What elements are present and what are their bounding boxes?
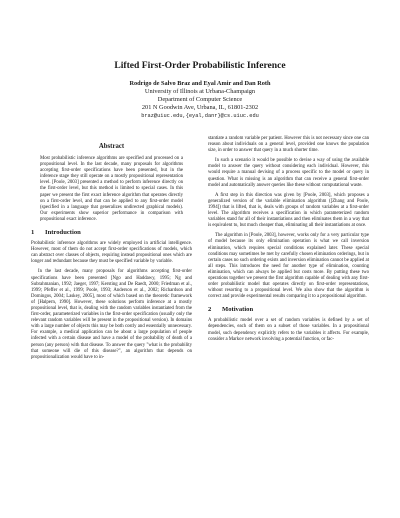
right-column [208, 136, 369, 347]
author-emails: braz@uiuc.edu,{eyal,danr}@cs.uiuc.edu [141, 113, 259, 119]
affiliation-address: 201 N Goodwin Ave, Urbana, IL, 61801-2302 [141, 104, 259, 111]
body-paragraph-4: The algorithm in [Poole, 2003], however, works only for a very particular type of model because its only elimination operation is what we call inversion elimination, which requires special conditions explained later. These special conditions may sometimes be met by carefully chosen elimination orderings, but in certain cases no such ordering exists and inversion elimination cannot be applied at all steps. This introduces the need for another type of elimination, counting elimination, which can always be applied but costs more. By putting these two operations together we present the first algorithm capable of dealing with any first-order probabilistic model that operates directly on first-order representations, without resorting to a propositional level. We also show that the algorithm is correct and provide experimental results comparing it to a propositional algorithm. [208, 233, 369, 300]
abstract-block [31, 156, 192, 223]
abstract-text: Most probabilistic inference algorithms are specified and processed on a propositional level. In the last decade, many proposals for algorithms accepting first-order specifications have been presented, but in the inference stage they still operate on a mostly propositional representation level. [Poole, 2003] presented a method to perform inference directly on the first-order level, but this method is limited to special cases. In this paper we present the first exact inference algorithm that operates directly on a first-order level, and that can be applied to any first-order model (specified in a language that generalizes undirected graphical models). Our experiments show superior performance in comparison with propositional exact inference. [40, 156, 183, 222]
section-heading-motivation [208, 306, 369, 314]
intro-paragraph-1: Probabilistic inference algorithms are widely employed in artificial intelligence. However, most of them do not accept first-order specifications of models, which can abstract over classes of objects, requiring instead propositional ones which are longer and redundant because they must be specified variable by variable. [31, 241, 192, 265]
motivation-paragraph-1: A probabilistic model over a set of random variables is defined by a set of dependencies, each of them on a subset of those variables. In a propositional model, such dependency explicitly refers to the variables it affects. For example, consider a Markov network involving a potential function, or fac- [208, 318, 369, 342]
section-number: 1 [31, 229, 35, 237]
abstract-heading: Abstract [98, 143, 125, 150]
paper-title: Lifted First-Order Probabilistic Inference [114, 60, 286, 71]
paper-header [40, 60, 360, 120]
author-list: Rodrigo de Salvo Braz and Eyal Amir and Dan Roth [129, 80, 271, 87]
affiliation-university: University of Illinois at Urbana-Champaign [144, 88, 256, 95]
section-heading-introduction [31, 229, 192, 237]
section-title: Motivation [222, 306, 254, 314]
left-column [31, 143, 192, 365]
body-paragraph-1: stantiate a random variable per patient. However this is not necessary since one can reason about individuals on a general level, provided one knows the population size, in order to answer that query in a much shorter time. [208, 136, 369, 154]
intro-paragraph-2: In the last decade, many proposals for algorithms accepting first-order specifications have been presented [Ngo and Haddawy, 1995; Ng and Subrahmanian, 1992; Jaeger, 1997; Kersting and De Raedt, 2000; Friedman et al., 1999; Pfeffer et al., 1999; Poole, 1993; Anderson et al., 2002; Richardson and Domingos, 2004; Laskey, 2005], most of which based on the theoretic framework of [Halpern, 1990]. However, these solutions perform inference at a mostly propositional level, that is, dealing with the random variables instantiated from the first-order, parameterized variables in the first-order specification (usually only the relevant random variables will be present in the propositional version). In domains with a large number of objects this may be both costly and essentially unnecessary. For example, a medical application can be about a large population of people infected with a certain disease and have a model of the probability of death of a person (any person) with that disease. To answer the query "what is the probability that someone will die of this disease?", an algorithm that depends on propositionalization would have to in- [31, 269, 192, 360]
section-number: 2 [208, 306, 212, 314]
affiliation-department: Department of Computer Science [157, 96, 243, 103]
body-paragraph-2: In such a scenario it would be possible to devise a way of using the available model to answer the query without considering each individual. However, this would require a manual devising of a process specific to the model or query in question. What is missing is an algorithm that can receive a general first-order model and automatically answer queries like these without computational waste. [208, 158, 369, 188]
body-paragraph-3: A first step in this direction was given by [Poole, 2003], which proposes a generalized version of the variable elimination algorithm ([Zhang and Poole, 1994]) that is lifted, that is, deals with groups of random variables at a first-order level. The algorithm receives a specification in which parameterized random variables stand for all of their instantiations and then eliminates them in a way that is equivalent to, but much cheaper than, eliminating all their instantiations at once. [208, 192, 369, 229]
section-title: Introduction [45, 229, 81, 237]
